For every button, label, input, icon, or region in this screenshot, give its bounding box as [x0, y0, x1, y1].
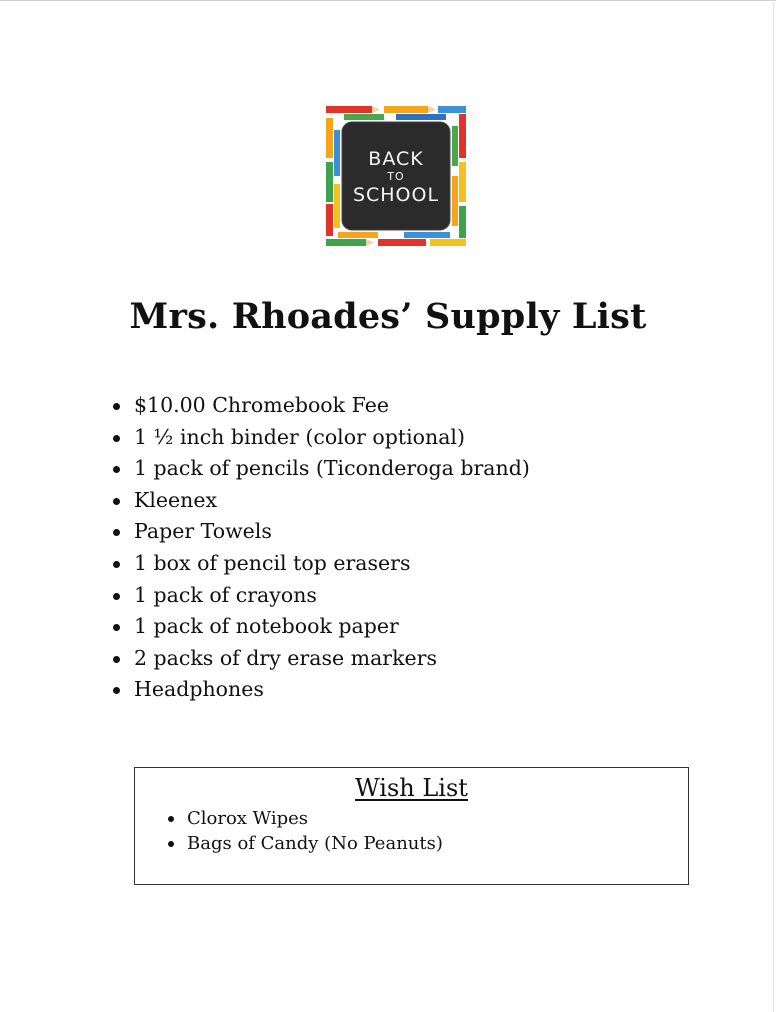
- supply-list: [110, 390, 530, 706]
- bullet-icon: [113, 529, 120, 536]
- wish-item: [165, 806, 443, 831]
- supply-item: [110, 422, 530, 454]
- bullet-icon: [168, 841, 174, 847]
- supply-item-label: $10.00 Chromebook Fee: [134, 393, 389, 417]
- supply-item-label: Headphones: [134, 677, 264, 702]
- supply-item-label: 1 pack of crayons: [134, 582, 317, 607]
- supply-item: [110, 548, 530, 580]
- logo-line-to: TO: [387, 170, 405, 183]
- bullet-icon: [113, 403, 120, 410]
- supply-item: [110, 580, 530, 612]
- bullet-icon: [113, 561, 120, 568]
- supply-item: [110, 390, 530, 422]
- supply-item: [110, 611, 530, 643]
- supply-item-label: 1 box of pencil top erasers: [134, 550, 411, 575]
- bullet-icon: [113, 593, 120, 600]
- wish-list-heading: Wish List: [355, 774, 468, 802]
- wish-list-box: [134, 767, 689, 885]
- logo-line-back: BACK: [368, 148, 424, 170]
- page-top-border: [0, 0, 776, 1]
- back-to-school-logo: [324, 104, 468, 248]
- supply-item: [110, 643, 530, 675]
- supply-item: [110, 516, 530, 548]
- supply-item: [110, 453, 530, 485]
- wish-list: [165, 806, 443, 856]
- supply-item-label: Kleenex: [134, 487, 218, 512]
- wish-item-label: Bags of Candy (No Peanuts): [187, 833, 443, 854]
- supply-item-label: 1 pack of pencils (Ticonderoga brand): [134, 456, 530, 481]
- supply-item-label: 2 packs of dry erase markers: [134, 645, 437, 670]
- supply-item-label: 1 pack of notebook paper: [134, 614, 399, 639]
- supply-item-label: 1 ½ inch binder (color optional): [134, 424, 465, 449]
- wish-item-label: Clorox Wipes: [187, 808, 309, 829]
- bullet-icon: [113, 687, 120, 694]
- bullet-icon: [113, 656, 120, 663]
- bullet-icon: [168, 816, 174, 822]
- bullet-icon: [113, 498, 120, 505]
- wish-item: [165, 831, 443, 856]
- bullet-icon: [113, 466, 120, 473]
- logo-line-school: SCHOOL: [352, 184, 440, 206]
- supply-item: [110, 485, 530, 517]
- bullet-icon: [113, 624, 120, 631]
- supply-item-label: Paper Towels: [134, 519, 272, 544]
- supply-item: [110, 674, 530, 706]
- page-title: Mrs. Rhoades’ Supply List: [129, 296, 647, 337]
- page-right-border: [773, 0, 774, 1012]
- bullet-icon: [113, 435, 120, 442]
